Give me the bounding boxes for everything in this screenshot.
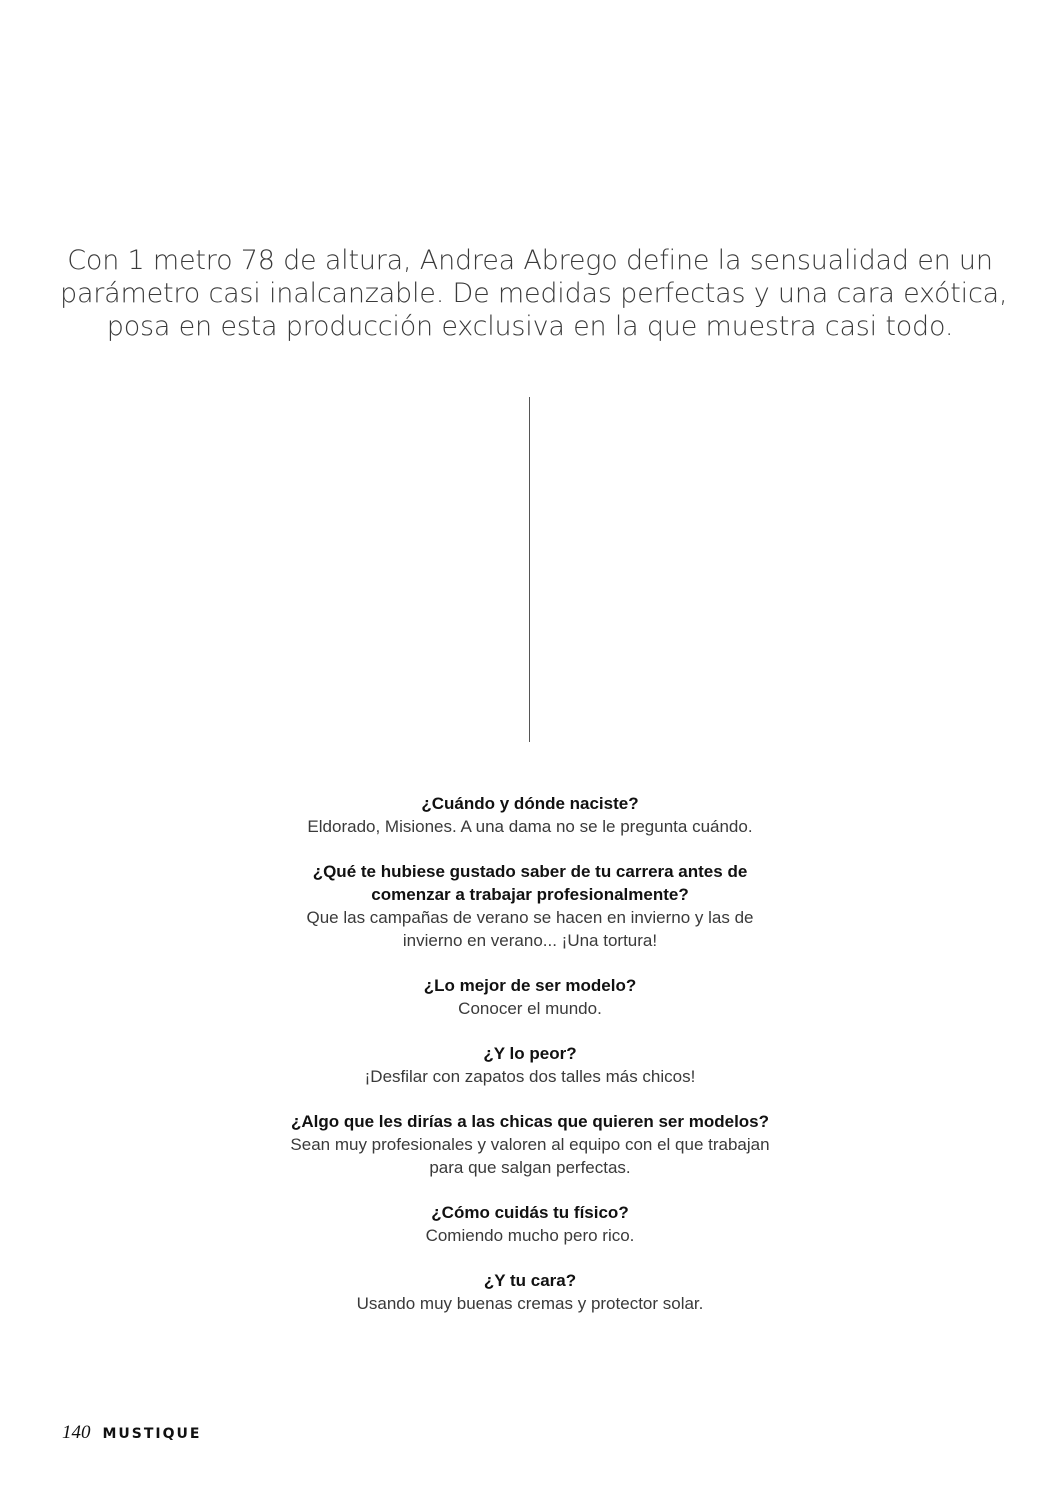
answer: Que las campañas de verano se hacen en invierno y las de: [306, 908, 754, 927]
qa-item: [230, 974, 830, 1020]
question: ¿Algo que les dirías a las chicas que quieren ser modelos?: [290, 1112, 770, 1131]
qa-item: [230, 860, 830, 952]
qa-item: [230, 792, 830, 838]
question: ¿Qué te hubiese gustado saber de tu carrera antes de: [312, 862, 748, 881]
qa-item: [230, 1110, 830, 1179]
intro-line: Con 1 metro 78 de altura, Andrea Abrego define la sensualidad en un: [67, 245, 993, 276]
page-footer: [62, 1422, 201, 1444]
question: ¿Cómo cuidás tu físico?: [431, 1203, 629, 1222]
answer: Conocer el mundo.: [458, 999, 602, 1018]
answer: para que salgan perfectas.: [429, 1158, 631, 1177]
answer: invierno en verano... ¡Una tortura!: [402, 931, 658, 950]
answer: Comiendo mucho pero rico.: [425, 1226, 635, 1245]
qa-item: [230, 1042, 830, 1088]
answer: ¡Desfilar con zapatos dos talles más chicos!: [364, 1067, 696, 1086]
page-number: 140: [62, 1422, 91, 1443]
answer: Eldorado, Misiones. A una dama no se le pregunta cuándo.: [307, 817, 753, 836]
answer: Usando muy buenas cremas y protector solar.: [356, 1294, 704, 1313]
answer: Sean muy profesionales y valoren al equipo con el que trabajan: [290, 1135, 770, 1154]
interview-section: [230, 792, 830, 1337]
intro-paragraph: [60, 244, 1008, 343]
question: ¿Y tu cara?: [483, 1271, 577, 1290]
question: ¿Cuándo y dónde naciste?: [421, 794, 639, 813]
magazine-logo: MUSTIQUE: [102, 1426, 202, 1442]
vertical-divider: [529, 397, 530, 742]
question: ¿Lo mejor de ser modelo?: [423, 976, 637, 995]
intro-line: parámetro casi inalcanzable. De medidas perfectas y una cara exótica,: [60, 278, 1008, 309]
question: ¿Y lo peor?: [483, 1044, 577, 1063]
question: comenzar a trabajar profesionalmente?: [371, 885, 689, 904]
qa-item: [230, 1201, 830, 1247]
qa-item: [230, 1269, 830, 1315]
intro-line: posa en esta producción exclusiva en la que muestra casi todo.: [106, 311, 954, 342]
